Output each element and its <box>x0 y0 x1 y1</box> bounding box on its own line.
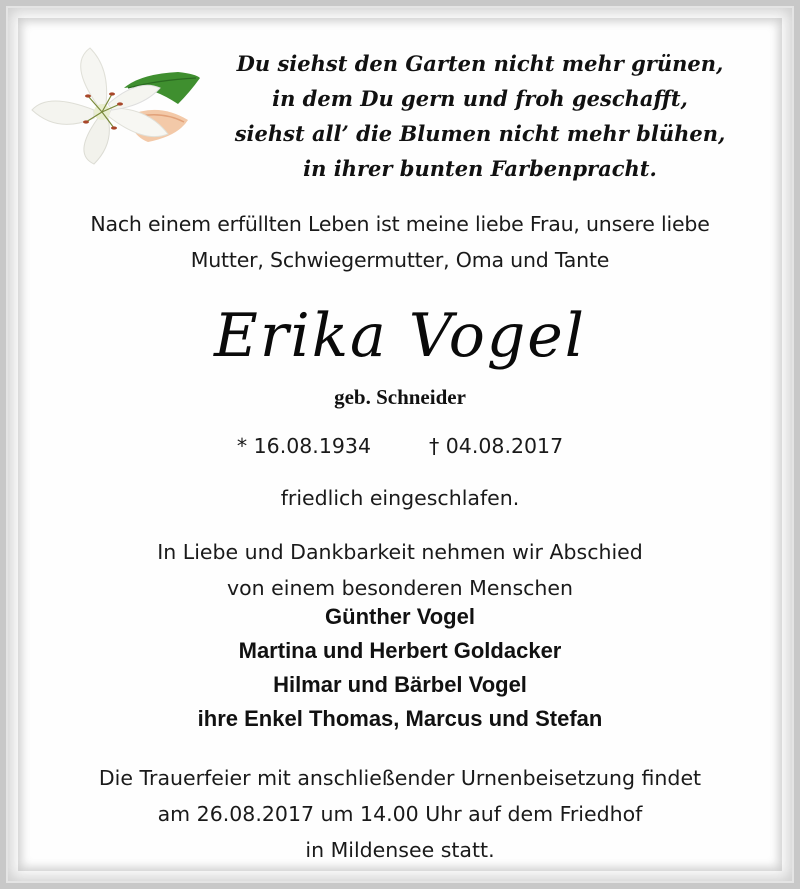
birth-date: * 16.08.1934 <box>236 434 371 458</box>
intro-text <box>0 206 800 278</box>
deceased-name: Erika Vogel <box>214 301 586 371</box>
intro-line: Nach einem erfüllten Leben ist meine liebe Frau, unsere liebe <box>90 212 710 236</box>
service-line: in Mildensee statt. <box>305 838 495 862</box>
maiden-name: geb. Schneider <box>334 385 466 409</box>
farewell-line: In Liebe und Dankbarkeit nehmen wir Abschied <box>157 540 643 564</box>
poem-line: in ihrer bunten Farbenpracht. <box>303 156 657 181</box>
mourners-list <box>0 600 800 736</box>
service-line: Die Trauerfeier mit anschließender Urnenbeisetzung findet <box>98 766 702 790</box>
mourner-name: Martina und Herbert Goldacker <box>238 638 562 663</box>
memorial-poem <box>206 46 754 186</box>
mourner-name: ihre Enkel Thomas, Marcus und Stefan <box>197 706 603 731</box>
funeral-service-info <box>0 760 800 868</box>
death-date: † 04.08.2017 <box>429 434 564 458</box>
service-line: am 26.08.2017 um 14.00 Uhr auf dem Friedhof <box>157 802 643 826</box>
poem-line: siehst all’ die Blumen nicht mehr blühen, <box>234 121 726 146</box>
poem-line: in dem Du gern und froh geschafft, <box>272 86 688 111</box>
farewell-text <box>0 534 800 606</box>
mourner-name: Günther Vogel <box>325 604 475 629</box>
intro-line: Mutter, Schwiegermutter, Oma und Tante <box>190 248 610 272</box>
life-dates <box>0 428 800 464</box>
passing-text: friedlich eingeschlafen. <box>280 486 520 510</box>
farewell-line: von einem besonderen Menschen <box>227 576 573 600</box>
lily-flower-icon <box>28 44 204 168</box>
mourner-name: Hilmar und Bärbel Vogel <box>273 672 527 697</box>
poem-line: Du siehst den Garten nicht mehr grünen, <box>236 51 724 76</box>
